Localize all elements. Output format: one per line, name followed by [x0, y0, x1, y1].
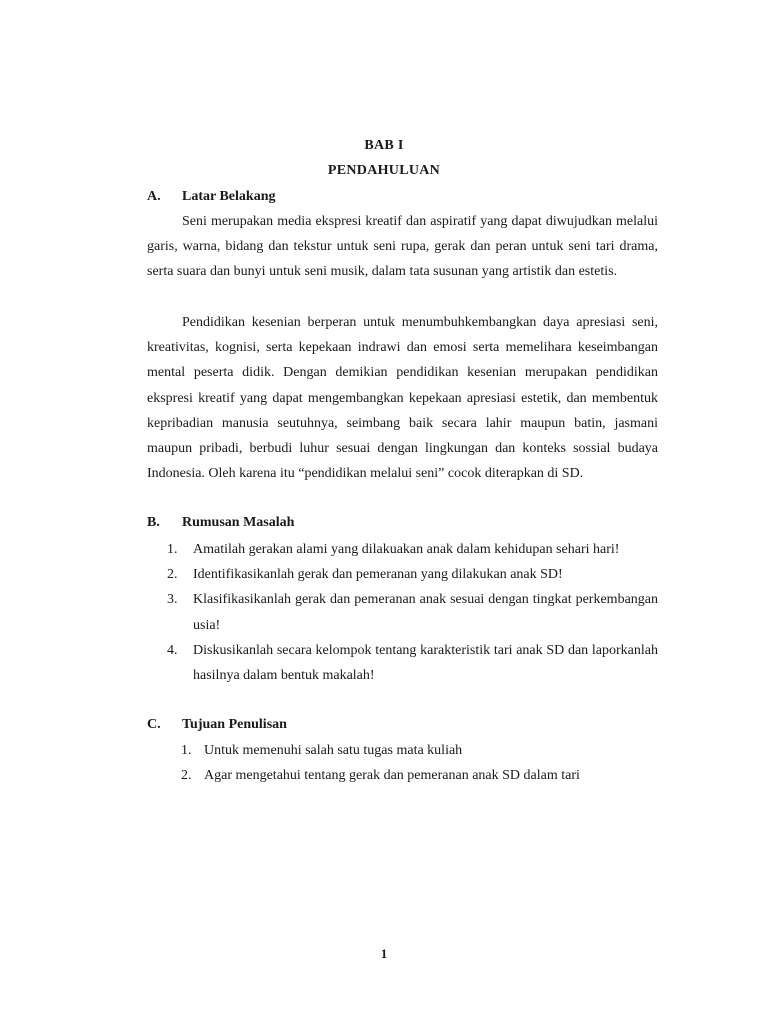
paragraph-text: Pendidikan kesenian berperan untuk menumbuhkembangkan daya apresiasi seni, kreativitas, kognisi, serta kepekaan indrawi dan emosi serta memelihara keseimbangan mental peserta didik. Dengan demikian pendidikan kesenian merupakan pendidikan ekspresi kreatif yang dapat mengembangkan kepekaan apresiasi estetik, dan membentuk kepribadian manusia seutuhnya, seimbang baik secara lahir maupun batin, jasmani maupun pribadi, berbudi luhur sesuai dengan lingkungan dan konteks sossial budaya Indonesia. Oleh karena itu “pendidikan melalui seni” cocok diterapkan di SD.	[147, 315, 658, 482]
section-a-letter: A.	[147, 189, 161, 204]
section-a-paragraph-1	[147, 209, 658, 285]
list-number: 2.	[167, 567, 178, 583]
chapter-label: BAB I	[364, 138, 404, 153]
list-item	[167, 587, 658, 637]
section-c-letter: C.	[147, 717, 161, 732]
list-number: 2.	[181, 768, 192, 784]
list-text: Diskusikanlah secara kelompok tentang karakteristik tari anak SD dan laporkanlah hasilnya dalam bentuk makalah!	[193, 642, 658, 684]
list-number: 1.	[167, 542, 178, 557]
list-number: 3.	[167, 592, 178, 608]
tujuan-penulisan-list	[181, 738, 658, 788]
page-number: 1	[380, 946, 388, 961]
list-item	[181, 738, 658, 763]
chapter-title: PENDAHULUAN	[327, 163, 441, 178]
section-c-heading	[147, 717, 287, 733]
section-b-letter: B.	[147, 515, 160, 530]
list-item	[167, 562, 658, 587]
list-item	[167, 638, 658, 688]
list-text: Klasifikasikanlah gerak dan pemeranan anak sesuai dengan tingkat perkembangan usia!	[193, 592, 658, 633]
section-b-heading	[147, 515, 294, 531]
list-text: Untuk memenuhi salah satu tugas mata kuliah	[204, 743, 463, 758]
section-c-title: Tujuan Penulisan	[182, 717, 287, 732]
section-a-title: Latar Belakang	[182, 189, 276, 204]
paragraph-text: Seni merupakan media ekspresi kreatif dan aspiratif yang dapat diwujudkan melalui garis, warna, bidang dan tekstur untuk seni rupa, gerak dan peran untuk seni tari drama, serta suara dan bunyi untuk seni musik, dalam tata susunan yang artistik dan estetis.	[147, 214, 658, 280]
list-number: 1.	[181, 743, 192, 758]
section-a-heading	[147, 189, 275, 205]
section-b-title: Rumusan Masalah	[182, 515, 295, 530]
list-text: Identifikasikanlah gerak dan pemeranan yang dilakukan anak SD!	[193, 567, 563, 583]
list-text: Amatilah gerakan alami yang dilakuakan anak dalam kehidupan sehari hari!	[193, 542, 620, 557]
list-text: Agar mengetahui tentang gerak dan pemeranan anak SD dalam tari	[204, 768, 580, 784]
rumusan-masalah-list	[167, 537, 658, 688]
section-a-paragraph-2	[147, 310, 658, 486]
list-number: 4.	[167, 642, 178, 658]
list-item	[167, 537, 658, 562]
list-item	[181, 763, 658, 788]
